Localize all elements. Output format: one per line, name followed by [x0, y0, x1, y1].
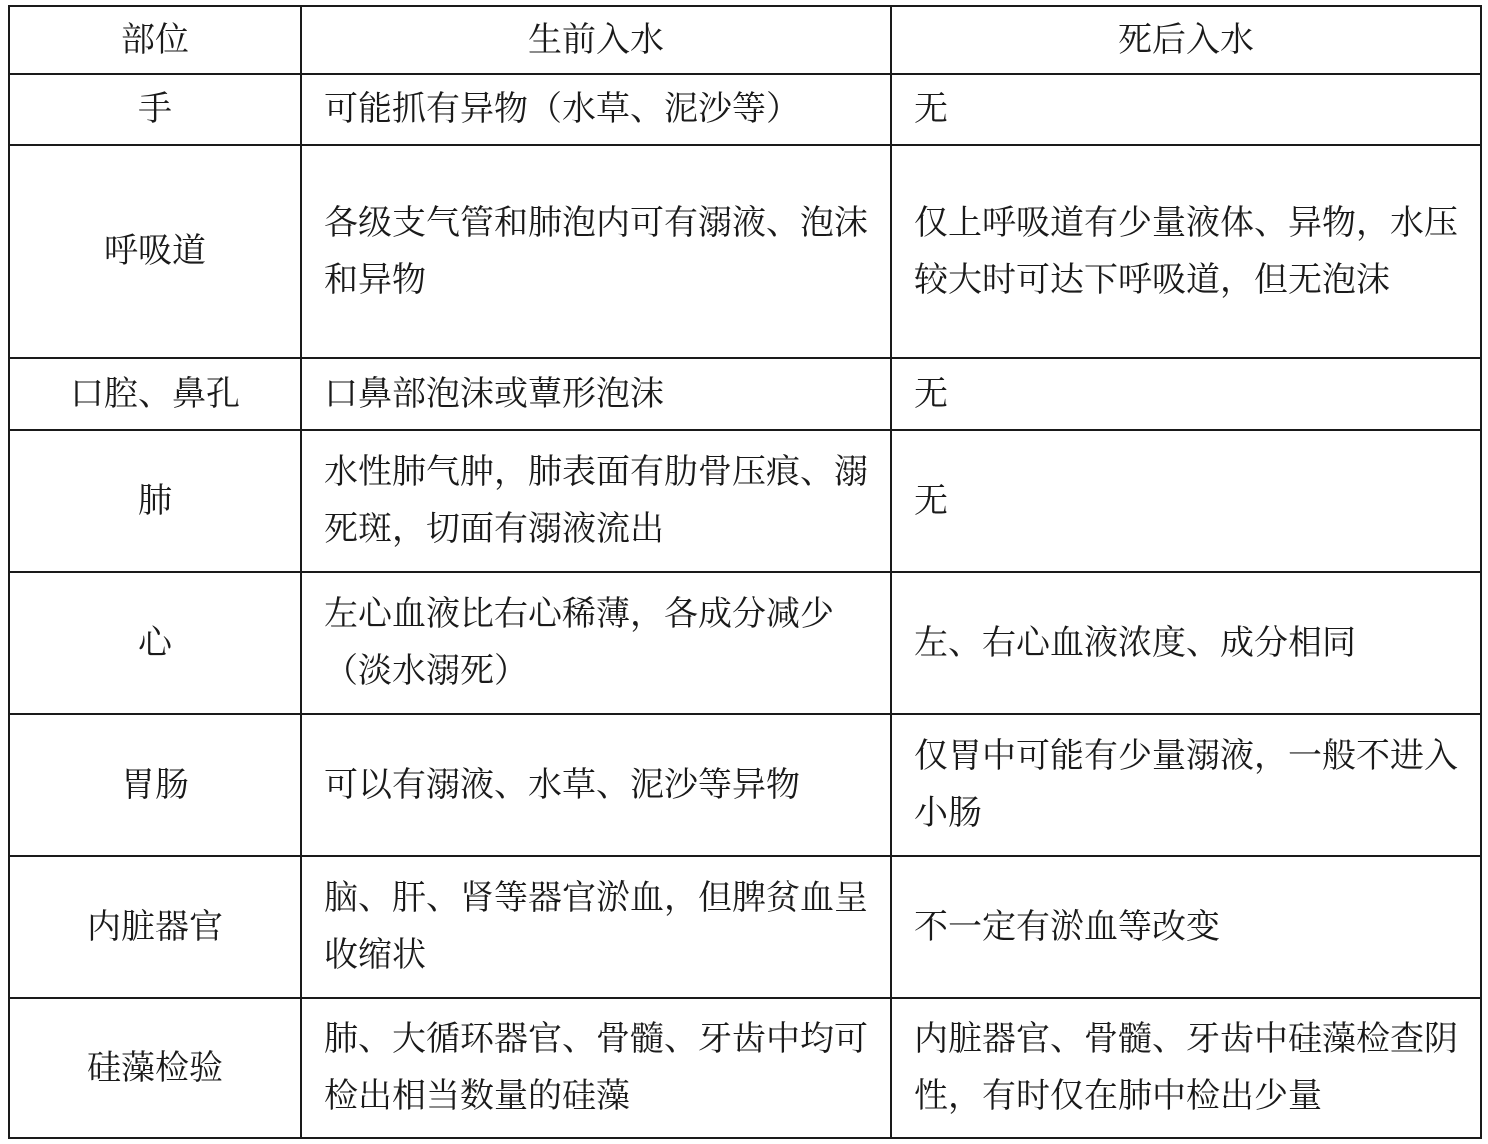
table-row	[9, 74, 1481, 145]
cell-before: 肺、大循环器官、骨髓、牙齿中均可检出相当数量的硅藻	[301, 998, 891, 1138]
cell-after: 仅胃中可能有少量溺液，一般不进入小肠	[891, 714, 1481, 856]
cell-part: 肺	[9, 430, 301, 572]
cell-after: 无	[891, 430, 1481, 572]
header-row	[9, 6, 1481, 74]
cell-before: 可以有溺液、水草、泥沙等异物	[301, 714, 891, 856]
cell-before: 脑、肝、肾等器官淤血，但脾贫血呈收缩状	[301, 856, 891, 998]
table-row	[9, 358, 1481, 430]
header-after-water: 死后入水	[891, 6, 1481, 74]
cell-before: 左心血液比右心稀薄，各成分减少（淡水溺死）	[301, 572, 891, 714]
cell-after: 无	[891, 74, 1481, 145]
cell-after: 不一定有淤血等改变	[891, 856, 1481, 998]
table-row	[9, 430, 1481, 572]
comparison-table-container	[8, 5, 1480, 1137]
cell-part: 胃肠	[9, 714, 301, 856]
header-part: 部位	[9, 6, 301, 74]
cell-after: 内脏器官、骨髓、牙齿中硅藻检查阴性，有时仅在肺中检出少量	[891, 998, 1481, 1138]
cell-after: 仅上呼吸道有少量液体、异物，水压较大时可达下呼吸道，但无泡沫	[891, 145, 1481, 358]
table-row	[9, 998, 1481, 1138]
cell-before: 各级支气管和肺泡内可有溺液、泡沫和异物	[301, 145, 891, 358]
drowning-comparison-table	[8, 5, 1482, 1139]
table-row	[9, 714, 1481, 856]
cell-before: 口鼻部泡沫或蕈形泡沫	[301, 358, 891, 430]
table-row	[9, 572, 1481, 714]
cell-part: 手	[9, 74, 301, 145]
cell-before: 可能抓有异物（水草、泥沙等）	[301, 74, 891, 145]
table-row	[9, 856, 1481, 998]
cell-after: 左、右心血液浓度、成分相同	[891, 572, 1481, 714]
cell-part: 内脏器官	[9, 856, 301, 998]
header-before-water: 生前入水	[301, 6, 891, 74]
cell-part: 硅藻检验	[9, 998, 301, 1138]
cell-part: 口腔、鼻孔	[9, 358, 301, 430]
cell-after: 无	[891, 358, 1481, 430]
cell-before: 水性肺气肿，肺表面有肋骨压痕、溺死斑，切面有溺液流出	[301, 430, 891, 572]
cell-part: 心	[9, 572, 301, 714]
cell-part: 呼吸道	[9, 145, 301, 358]
table-row	[9, 145, 1481, 358]
